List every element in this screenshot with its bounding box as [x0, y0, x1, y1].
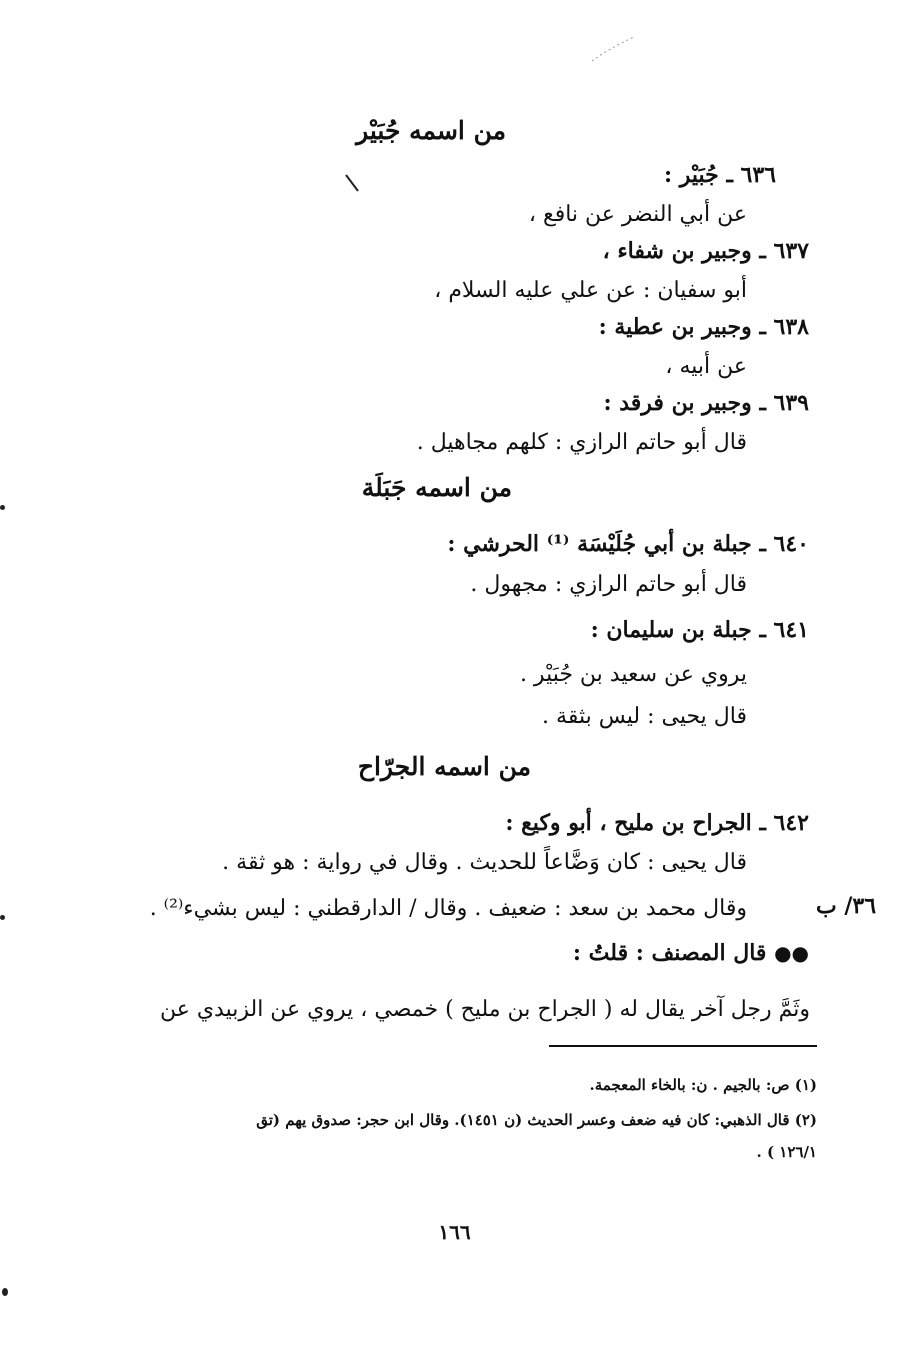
scan-smudge: [590, 35, 636, 63]
entry-636-text: عن أبي النضر عن نافع ،: [528, 202, 747, 227]
entry-637-text: أبو سفيان : عن علي عليه السلام ،: [434, 278, 747, 303]
author-note-heading: [573, 938, 809, 968]
entry-639-heading: ٦٣٩ ـ وجبير بن فرقد :: [603, 390, 809, 416]
entry-640-text: قال أبو حاتم الرازي : مجهول .: [470, 572, 747, 597]
scan-mark: [0, 915, 5, 920]
entry-636-heading: ٦٣٦ ـ جُبَيْر :: [663, 162, 776, 188]
heading-jubayr: من اسمه جُبَيْر: [356, 116, 506, 145]
entry-641-text-2: قال يحيى : ليس بثقة .: [542, 704, 747, 729]
footnote-separator: [549, 1045, 817, 1047]
heading-jarrah: من اسمه الجرّاح: [357, 752, 531, 781]
page-number: ١٦٦: [438, 1220, 471, 1244]
entry-639-text: قال أبو حاتم الرازي : كلهم مجاهيل .: [416, 430, 747, 455]
entry-638-text: عن أبيه ،: [665, 354, 747, 379]
heading-jabala: من اسمه جَبَلَة: [361, 473, 512, 502]
double-dot-marker: ●●: [774, 941, 809, 965]
entry-642-heading: ٦٤٢ ـ الجراح بن مليح ، أبو وكيع :: [505, 810, 809, 836]
stray-stroke: [343, 172, 361, 194]
footnote-2-line-1: (٢) قال الذهبي: كان فيه ضعف وعسر الحديث (ن ١٤٥١). وقال ابن حجر: صدوق يهم (تق: [256, 1111, 817, 1129]
footnote-2-line-2: ١٢٦/١ ) .: [756, 1143, 817, 1161]
scan-mark: [2, 1288, 8, 1296]
entry-642-text-2: وقال محمد بن سعد : ضعيف . وقال / الدارقطني : ليس بشيء⁽²⁾ .: [149, 896, 747, 921]
entry-640-heading: ٦٤٠ ـ جبلة بن أبي جُلَيْسَة ⁽¹⁾ الحرشي :: [447, 531, 809, 557]
author-note-text: وثَمَّ رجل آخر يقال له ( الجراح بن مليح ) خمصي ، يروي عن الزبيدي عن: [159, 997, 810, 1022]
scan-mark: [0, 505, 5, 510]
entry-641-heading: ٦٤١ ـ جبلة بن سليمان :: [590, 617, 809, 643]
entry-642-text-1: قال يحيى : كان وَضَّاعاً للحديث . وقال في رواية : هو ثقة .: [222, 850, 747, 875]
entry-638-heading: ٦٣٨ ـ وجبير بن عطية :: [598, 314, 809, 340]
entry-637-heading: ٦٣٧ ـ وجبير بن شفاء ،: [602, 238, 809, 264]
entry-641-text-1: يروي عن سعيد بن جُبَيْر .: [519, 662, 747, 687]
margin-folio-reference: ٣٦/ ب: [816, 893, 877, 919]
footnote-1: (١) ص: بالجيم . ن: بالخاء المعجمة.: [589, 1076, 817, 1094]
author-note-label: قال المصنف : قلتُ :: [572, 940, 767, 966]
